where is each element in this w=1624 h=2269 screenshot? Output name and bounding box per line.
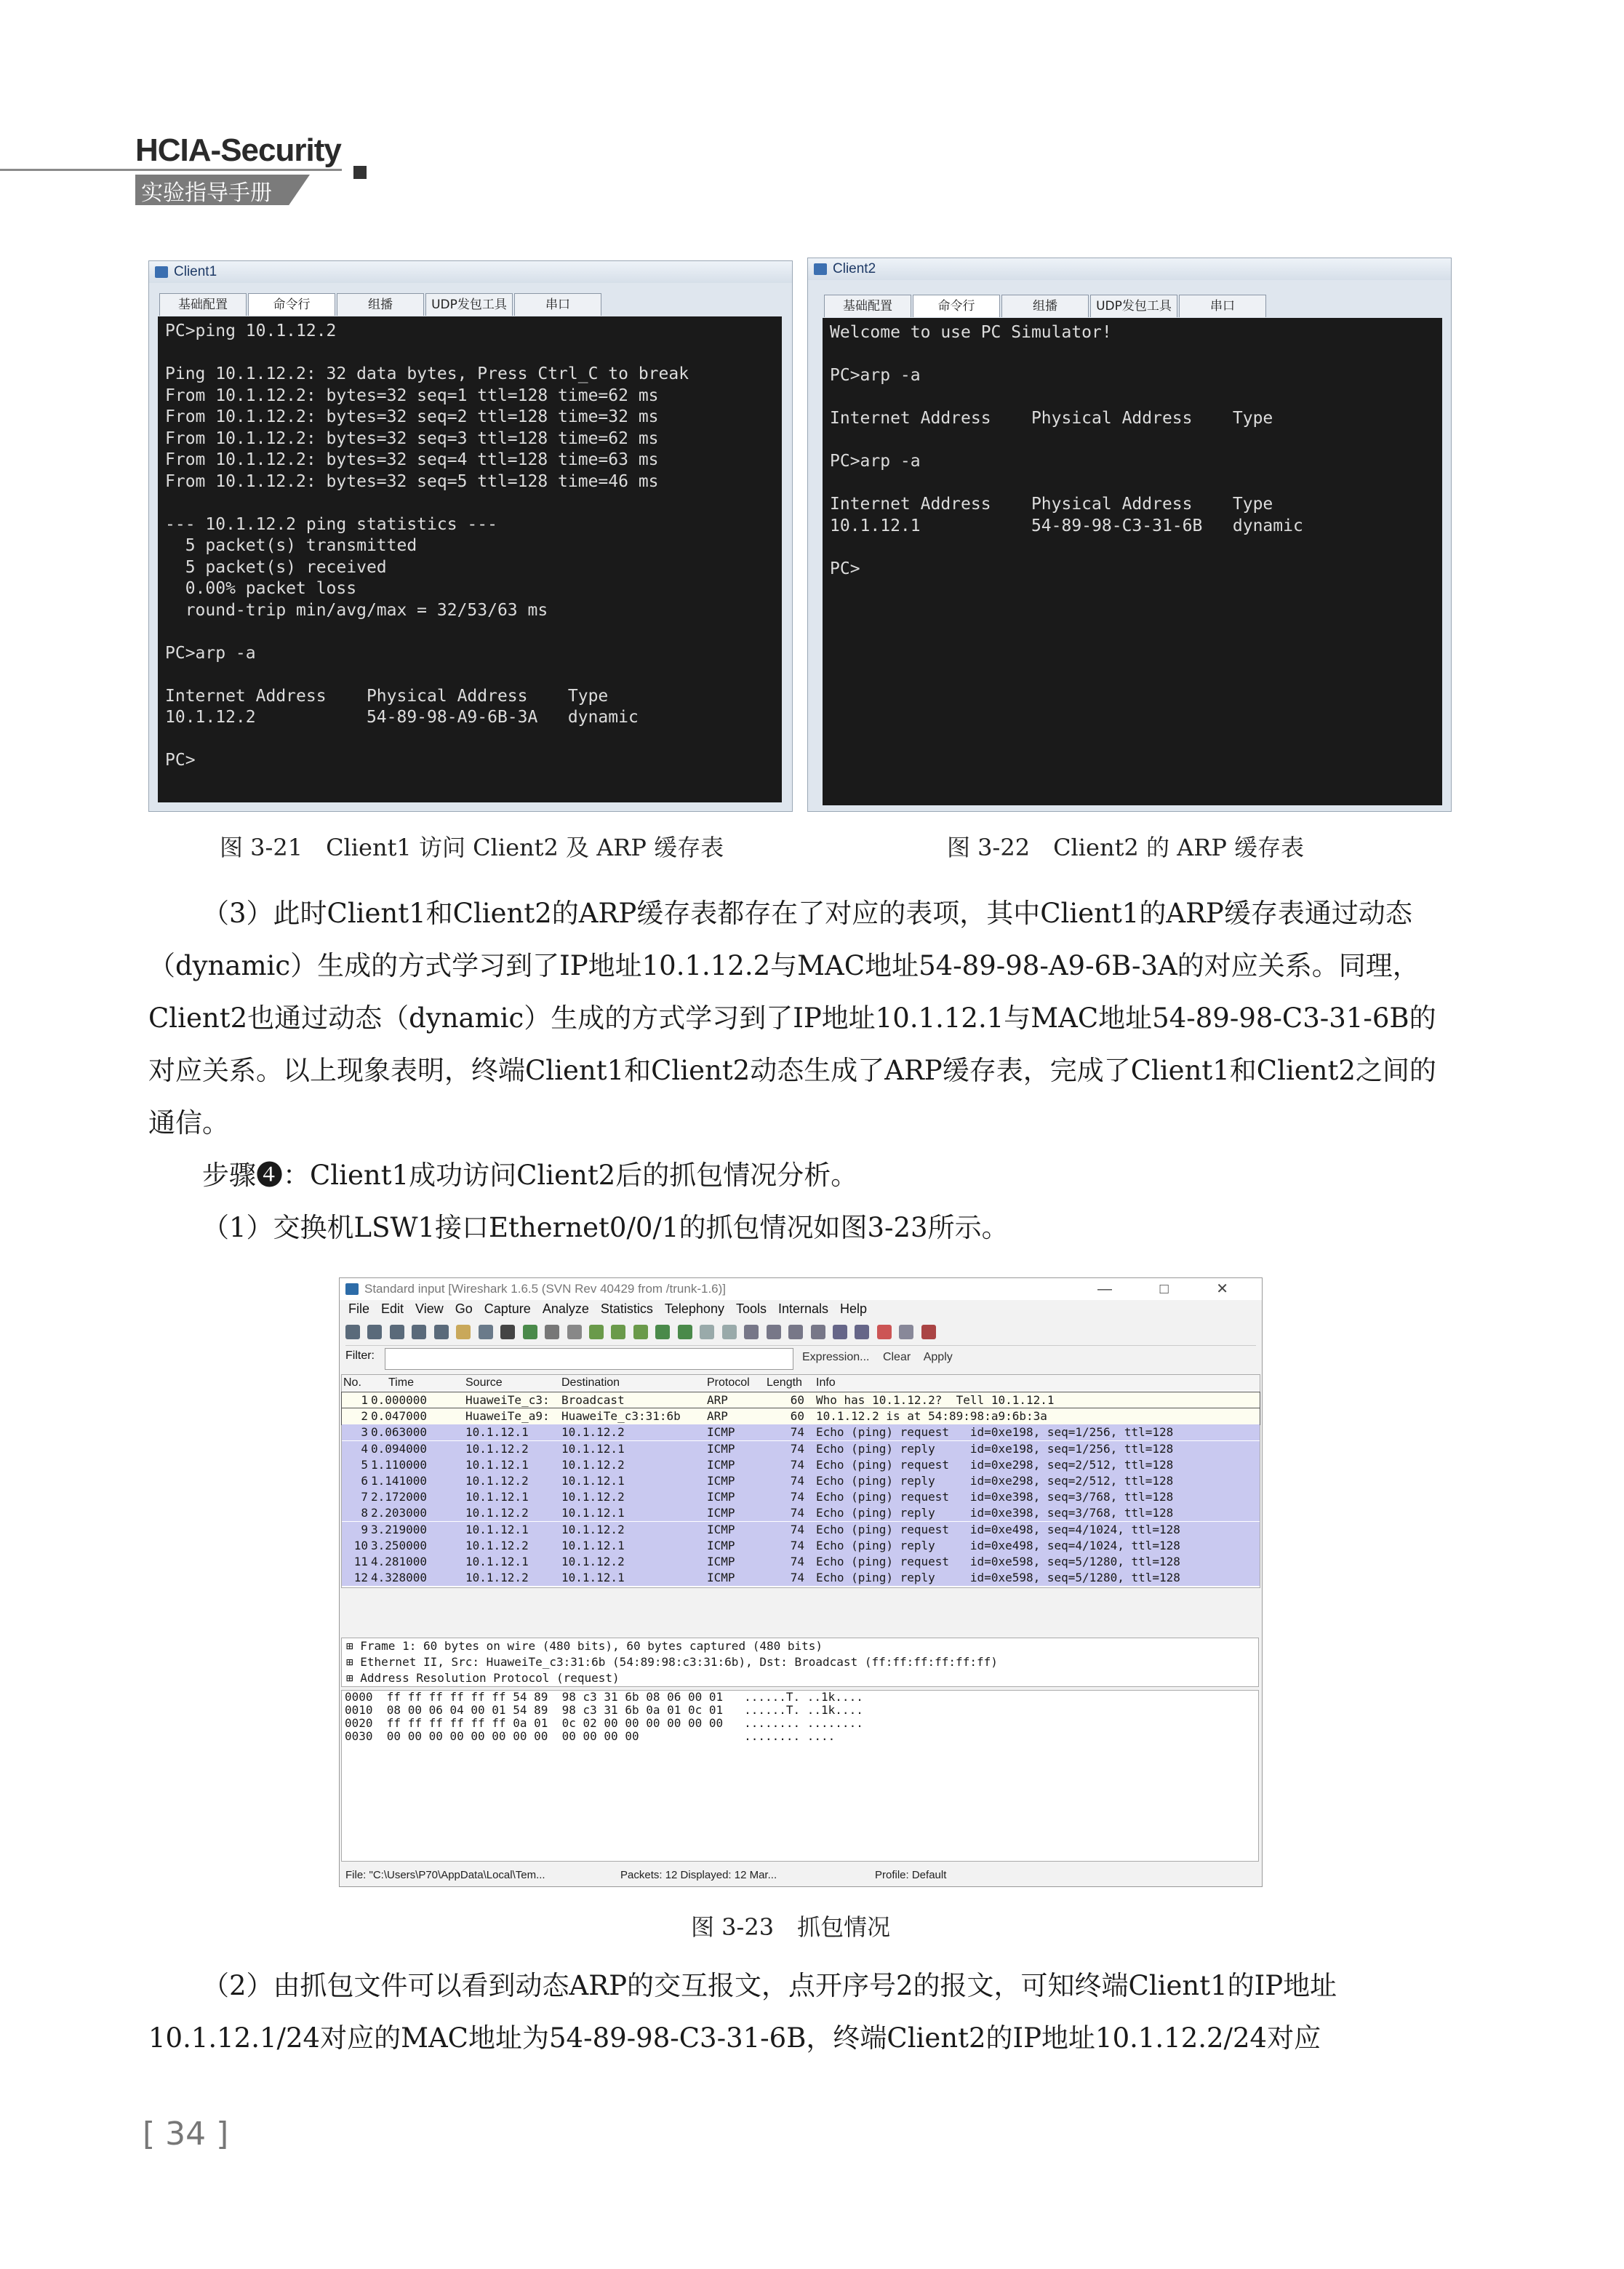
- figure-3-23-caption: 图 3-23 抓包情况: [691, 1913, 891, 1941]
- paragraph-text: （3）此时Client1和Client2的ARP缓存表都存在了对应的表项，其中Client1的ARP缓存表通过动态（dynamic）生成的方式学习到了IP地址10.1.12.2与MAC地址54-89-98-A9-6B-3A的对应关系。同理，Client2也通过动态（dynamic）生成的方式学习到了IP地址10.1.12.1与MAC地址54-89-98-C3-31-6B的对应关系。以上现象表明，终端Client1和Client2动态生成了ARP缓存表，完成了Client1和Client2之间的通信。: [148, 898, 1436, 1139]
- resize-columns-icon[interactable]: [811, 1325, 825, 1339]
- menu-tools[interactable]: Tools: [735, 1301, 767, 1316]
- client2-title: Client2: [833, 261, 876, 276]
- menu-statistics[interactable]: Statistics: [600, 1301, 653, 1316]
- packet-len: 74: [790, 1474, 804, 1488]
- packet-len: 74: [790, 1441, 804, 1456]
- packet-info: Echo (ping) request id=0xe298, seq=2/512, ttl=128: [816, 1457, 1174, 1472]
- step-4: [148, 1149, 1457, 1202]
- client1-tabs: [159, 293, 603, 316]
- packet-len: 74: [790, 1555, 804, 1568]
- packet-no: 5: [361, 1457, 368, 1472]
- packet-len: 74: [790, 1457, 804, 1472]
- packet-no: 7: [361, 1490, 368, 1504]
- packet-list-header: [342, 1375, 1260, 1391]
- status-file: File: "C:\Users\P70\AppData\Local\Tem...: [345, 1869, 545, 1881]
- figure-3-21-caption: 图 3-21 Client1 访问 Client2 及 ARP 缓存表: [220, 834, 724, 861]
- packet-len: 74: [790, 1571, 804, 1585]
- packet-dst: 10.1.12.2: [561, 1490, 625, 1504]
- wireshark-icon: [345, 1283, 359, 1295]
- packet-no: 10: [353, 1538, 368, 1552]
- packet-row[interactable]: [342, 1424, 1260, 1440]
- open-icon[interactable]: [456, 1325, 471, 1339]
- packet-proto: ARP: [707, 1409, 728, 1424]
- packet-src: 10.1.12.2: [465, 1441, 529, 1456]
- packet-src: 10.1.12.1: [465, 1522, 529, 1536]
- status-packets: Packets: 12 Displayed: 12 Mar...: [620, 1869, 777, 1881]
- packet-proto: ICMP: [707, 1538, 735, 1552]
- packet-dst: 10.1.12.1: [561, 1506, 625, 1520]
- page-number: [ 34 ]: [143, 2116, 229, 2153]
- paragraph-text: （1）交换机LSW1接口Ethernet0/0/1的抓包情况如图3-23所示。: [202, 1212, 1009, 1243]
- packet-proto: ICMP: [707, 1457, 735, 1472]
- packet-dst: 10.1.12.1: [561, 1538, 625, 1552]
- packet-info: Echo (ping) reply id=0xe198, seq=1/256, ttl=128: [816, 1441, 1174, 1456]
- interfaces-icon[interactable]: [345, 1325, 360, 1339]
- packet-src: 10.1.12.1: [465, 1457, 529, 1472]
- packet-row[interactable]: [342, 1522, 1260, 1538]
- packet-src: 10.1.12.1: [465, 1555, 529, 1568]
- menu-view[interactable]: View: [415, 1301, 444, 1316]
- packet-dst: 10.1.12.1: [561, 1571, 625, 1585]
- forward-icon[interactable]: [611, 1325, 625, 1339]
- col-no[interactable]: No.: [343, 1376, 361, 1389]
- packet-no: 6: [361, 1474, 368, 1488]
- print-icon[interactable]: [545, 1325, 559, 1339]
- packet-time: 2.172000: [371, 1490, 428, 1504]
- header-square-icon: [353, 166, 367, 179]
- packet-dst: 10.1.12.2: [561, 1555, 625, 1568]
- packet-dst: Broadcast: [561, 1393, 625, 1407]
- packet-src: 10.1.12.2: [465, 1538, 529, 1552]
- tab-udp-tool[interactable]: UDP发包工具: [425, 293, 513, 316]
- menu-help[interactable]: Help: [840, 1301, 868, 1316]
- packet-time: 3.250000: [371, 1538, 428, 1552]
- packet-dst: 10.1.12.1: [561, 1474, 625, 1488]
- packet-row[interactable]: [342, 1473, 1260, 1489]
- packet-dst: 10.1.12.2: [561, 1522, 625, 1536]
- status-profile[interactable]: Profile: Default: [875, 1869, 947, 1881]
- packet-info: Who has 10.1.12.2? Tell 10.1.12.1: [816, 1393, 1055, 1407]
- paragraph-3: [148, 888, 1457, 1149]
- packet-list: [341, 1374, 1260, 1588]
- packet-row[interactable]: [342, 1408, 1260, 1424]
- packet-proto: ICMP: [707, 1522, 735, 1536]
- packet-time: 4.281000: [371, 1555, 428, 1568]
- packet-no: 12: [353, 1571, 368, 1585]
- zoom-in-icon[interactable]: [744, 1325, 759, 1339]
- packet-proto: ICMP: [707, 1555, 735, 1568]
- display-filters-icon[interactable]: [855, 1325, 869, 1339]
- window-controls[interactable]: — □ ✕: [1097, 1281, 1250, 1297]
- packet-time: 1.141000: [371, 1474, 428, 1488]
- find-icon[interactable]: [567, 1325, 582, 1339]
- packet-proto: ICMP: [707, 1571, 735, 1585]
- book-title: HCIA-Security: [135, 132, 341, 168]
- packet-proto: ICMP: [707, 1425, 735, 1440]
- menu-file[interactable]: File: [348, 1301, 370, 1316]
- packet-no: 11: [353, 1555, 368, 1568]
- col-source[interactable]: Source: [465, 1376, 503, 1389]
- packet-dst: HuaweiTe_c3:31:6b: [561, 1409, 681, 1424]
- menu-analyze[interactable]: Analyze: [542, 1301, 589, 1316]
- zoom-reset-icon[interactable]: [788, 1325, 803, 1339]
- header-rule: [0, 169, 342, 171]
- packet-info: Echo (ping) request id=0xe398, seq=3/768, ttl=128: [816, 1490, 1174, 1504]
- client2-window: [807, 258, 1452, 812]
- col-destination[interactable]: Destination: [561, 1376, 620, 1389]
- packet-src: 10.1.12.1: [465, 1490, 529, 1504]
- col-info[interactable]: Info: [816, 1376, 836, 1389]
- book-subtitle: 实验指导手册: [141, 180, 272, 206]
- packet-len: 74: [790, 1522, 804, 1536]
- wireshark-title: Standard input [Wireshark 1.6.5 (SVN Rev 40429 from /trunk-1.6)]: [364, 1282, 727, 1296]
- packet-no: 9: [361, 1522, 368, 1536]
- packet-proto: ARP: [707, 1393, 728, 1407]
- packet-details[interactable]: ⊞ Frame 1: 60 bytes on wire (480 bits), 60 bytes captured (480 bits) ⊞ Ethernet II, Src: HuaweiTe_c3:31:6b (54:89:98:c3:31:6b), Dst: Broadcast (ff:ff:ff:ff:ff:ff) ⊞ Address Resolution Protocol (request): [341, 1638, 1259, 1687]
- packet-proto: ICMP: [707, 1490, 735, 1504]
- packet-time: 1.110000: [371, 1457, 428, 1472]
- close-icon[interactable]: [500, 1325, 515, 1339]
- tab-command-line[interactable]: 命令行: [913, 295, 1000, 317]
- packet-dst: 10.1.12.2: [561, 1425, 625, 1440]
- packet-no: 2: [361, 1409, 368, 1424]
- packet-row[interactable]: [342, 1441, 1260, 1457]
- client2-terminal[interactable]: Welcome to use PC Simulator! PC>arp -a Internet Address Physical Address Type PC>arp -a Internet Address Physical Address Type 10.1.12.1 54-89-98-C3-31-6B dynamic PC>: [823, 318, 1442, 805]
- col-protocol[interactable]: Protocol: [707, 1376, 750, 1389]
- first-icon[interactable]: [655, 1325, 670, 1339]
- packet-proto: ICMP: [707, 1474, 735, 1488]
- menu-capture[interactable]: Capture: [484, 1301, 531, 1316]
- packet-row[interactable]: [342, 1538, 1260, 1554]
- packet-time: 0.094000: [371, 1441, 428, 1456]
- filter-options: [802, 1351, 963, 1364]
- back-icon[interactable]: [589, 1325, 604, 1339]
- tab-serial[interactable]: 串口: [514, 293, 601, 316]
- packet-row[interactable]: [342, 1570, 1260, 1586]
- packet-time: 2.203000: [371, 1506, 428, 1520]
- packet-len: 74: [790, 1538, 804, 1552]
- paragraph-text: （2）由抓包文件可以看到动态ARP的交互报文，点开序号2的报文，可知终端Client1的IP地址10.1.12.1/24对应的MAC地址为54-89-98-C3-31-6B，终端Client2的IP地址10.1.12.2/24对应: [148, 1970, 1337, 2054]
- packet-no: 3: [361, 1425, 368, 1440]
- packet-len: 60: [790, 1409, 804, 1424]
- packet-len: 60: [790, 1393, 804, 1407]
- packet-len: 74: [790, 1490, 804, 1504]
- paragraph-step4-1: [148, 1202, 1457, 1254]
- capture-filters-icon[interactable]: [833, 1325, 847, 1339]
- tab-basic-config[interactable]: 基础配置: [159, 293, 247, 316]
- tab-multicast[interactable]: 组播: [1001, 295, 1089, 317]
- packet-len: 74: [790, 1425, 804, 1440]
- last-icon[interactable]: [678, 1325, 692, 1339]
- tab-multicast[interactable]: 组播: [337, 293, 424, 316]
- app-icon: [155, 266, 168, 278]
- packet-info: Echo (ping) reply id=0xe398, seq=3/768, ttl=128: [816, 1506, 1174, 1520]
- packet-row[interactable]: [342, 1457, 1260, 1473]
- packet-time: 4.328000: [371, 1571, 428, 1585]
- packet-row[interactable]: [342, 1505, 1260, 1521]
- packet-src: 10.1.12.1: [465, 1425, 529, 1440]
- wireshark-window: [339, 1277, 1263, 1887]
- packet-len: 74: [790, 1506, 804, 1520]
- packet-info: 10.1.12.2 is at 54:89:98:a9:6b:3a: [816, 1409, 1047, 1424]
- tab-serial[interactable]: 串口: [1179, 295, 1266, 317]
- packet-src: 10.1.12.2: [465, 1474, 529, 1488]
- packet-src: HuaweiTe_c3:: [465, 1393, 550, 1407]
- clear-button[interactable]: Clear: [882, 1351, 911, 1363]
- packet-info: Echo (ping) request id=0xe598, seq=5/1280, ttl=128: [816, 1555, 1180, 1568]
- packet-no: 1: [361, 1393, 368, 1407]
- wireshark-titlebar: [340, 1278, 1262, 1300]
- client1-window: [148, 260, 793, 812]
- menu-go[interactable]: Go: [455, 1301, 473, 1316]
- col-time[interactable]: Time: [388, 1376, 414, 1389]
- packet-info: Echo (ping) request id=0xe498, seq=4/1024, ttl=128: [816, 1522, 1180, 1536]
- tab-basic-config[interactable]: 基础配置: [824, 295, 911, 317]
- preferences-icon[interactable]: [899, 1325, 913, 1339]
- app-icon: [814, 263, 827, 275]
- menu-bar: [348, 1301, 867, 1317]
- save-icon[interactable]: [479, 1325, 493, 1339]
- packet-bytes[interactable]: 0000 ff ff ff ff ff ff 54 89 98 c3 31 6b 08 06 00 01 ......T. ..1k.... 0010 08 00 06 04 00 01 54 89 98 c3 31 6b 0a 01 0c 01 ......T. ..1k.... 0020 ff ff ff ff ff ff 0a 01 0c 02 00 00 00 00 00 00 ........ ........ 0030 00 00 00 00 00 00 00 00 00 00 00 00 ........ ....: [341, 1690, 1259, 1862]
- packet-src: 10.1.12.2: [465, 1571, 529, 1585]
- packet-row[interactable]: [342, 1392, 1260, 1408]
- zoom-out-icon[interactable]: [767, 1325, 781, 1339]
- tab-udp-tool[interactable]: UDP发包工具: [1090, 295, 1177, 317]
- packet-proto: ICMP: [707, 1441, 735, 1456]
- stop-icon[interactable]: [412, 1325, 426, 1339]
- start-icon[interactable]: [390, 1325, 404, 1339]
- packet-time: 0.000000: [371, 1393, 428, 1407]
- paragraph-step4-2: [148, 1960, 1457, 2065]
- figure-3-22-caption: 图 3-22 Client2 的 ARP 缓存表: [947, 834, 1305, 861]
- packet-info: Echo (ping) request id=0xe198, seq=1/256, ttl=128: [816, 1425, 1174, 1440]
- goto-icon[interactable]: [633, 1325, 648, 1339]
- packet-src: 10.1.12.2: [465, 1506, 529, 1520]
- packet-info: Echo (ping) reply id=0xe598, seq=5/1280, ttl=128: [816, 1571, 1180, 1585]
- reload-icon[interactable]: [523, 1325, 537, 1339]
- packet-time: 3.219000: [371, 1522, 428, 1536]
- help-icon[interactable]: [921, 1325, 936, 1339]
- client2-tabs: [824, 295, 1268, 317]
- packet-info: Echo (ping) reply id=0xe498, seq=4/1024, ttl=128: [816, 1538, 1180, 1552]
- autoscroll-icon[interactable]: [722, 1325, 737, 1339]
- packet-dst: 10.1.12.2: [561, 1457, 625, 1472]
- coloring-rules-icon[interactable]: [877, 1325, 892, 1339]
- client2-titlebar: [808, 258, 1451, 280]
- packet-no: 8: [361, 1506, 368, 1520]
- expression-button[interactable]: Expression...: [802, 1351, 870, 1363]
- restart-icon[interactable]: [434, 1325, 449, 1339]
- main-toolbar: [345, 1320, 1256, 1346]
- packet-time: 0.047000: [371, 1409, 428, 1424]
- menu-edit[interactable]: Edit: [381, 1301, 404, 1316]
- client1-title: Client1: [174, 264, 217, 279]
- tab-command-line[interactable]: 命令行: [248, 293, 335, 316]
- packet-proto: ICMP: [707, 1506, 735, 1520]
- colorize-icon[interactable]: [700, 1325, 714, 1339]
- packet-src: HuaweiTe_a9:: [465, 1409, 550, 1424]
- filter-input[interactable]: [385, 1348, 793, 1370]
- options-icon[interactable]: [367, 1325, 382, 1339]
- col-length[interactable]: Length: [767, 1376, 802, 1389]
- packet-row[interactable]: [342, 1489, 1260, 1505]
- step-text: 步骤❹：Client1成功访问Client2后的抓包情况分析。: [202, 1160, 858, 1191]
- packet-no: 4: [361, 1441, 368, 1456]
- status-bar: [341, 1866, 1259, 1885]
- client1-titlebar: [149, 261, 792, 283]
- packet-dst: 10.1.12.1: [561, 1441, 625, 1456]
- menu-telephony[interactable]: Telephony: [664, 1301, 724, 1316]
- packet-row[interactable]: [342, 1554, 1260, 1570]
- packet-time: 0.063000: [371, 1425, 428, 1440]
- apply-button[interactable]: Apply: [923, 1351, 953, 1363]
- menu-internals[interactable]: Internals: [778, 1301, 829, 1316]
- client1-terminal[interactable]: PC>ping 10.1.12.2 Ping 10.1.12.2: 32 data bytes, Press Ctrl_C to break From 10.1.12.2: bytes=32 seq=1 ttl=128 time=62 ms From 10.1.12.2: bytes=32 seq=2 ttl=128 time=32 ms From 10.1.12.2: bytes=32 seq=3 ttl=128 time=62 ms From 10.1.12.2: bytes=32 seq=4 ttl=128 time=63 ms From 10.1.12.2: bytes=32 seq=5 ttl=128 time=46 ms --- 10.1.12.2 ping statistics --- 5 packet(s) transmitted 5 packet(s) received 0.00% packet loss round-trip min/avg/max = 32/53/63 ms PC>arp -a Internet Address Physical Address Type 10.1.12.2 54-89-98-A9-6B-3A dynamic PC>: [158, 316, 782, 802]
- packet-info: Echo (ping) reply id=0xe298, seq=2/512, ttl=128: [816, 1474, 1174, 1488]
- filter-label: Filter:: [345, 1349, 375, 1362]
